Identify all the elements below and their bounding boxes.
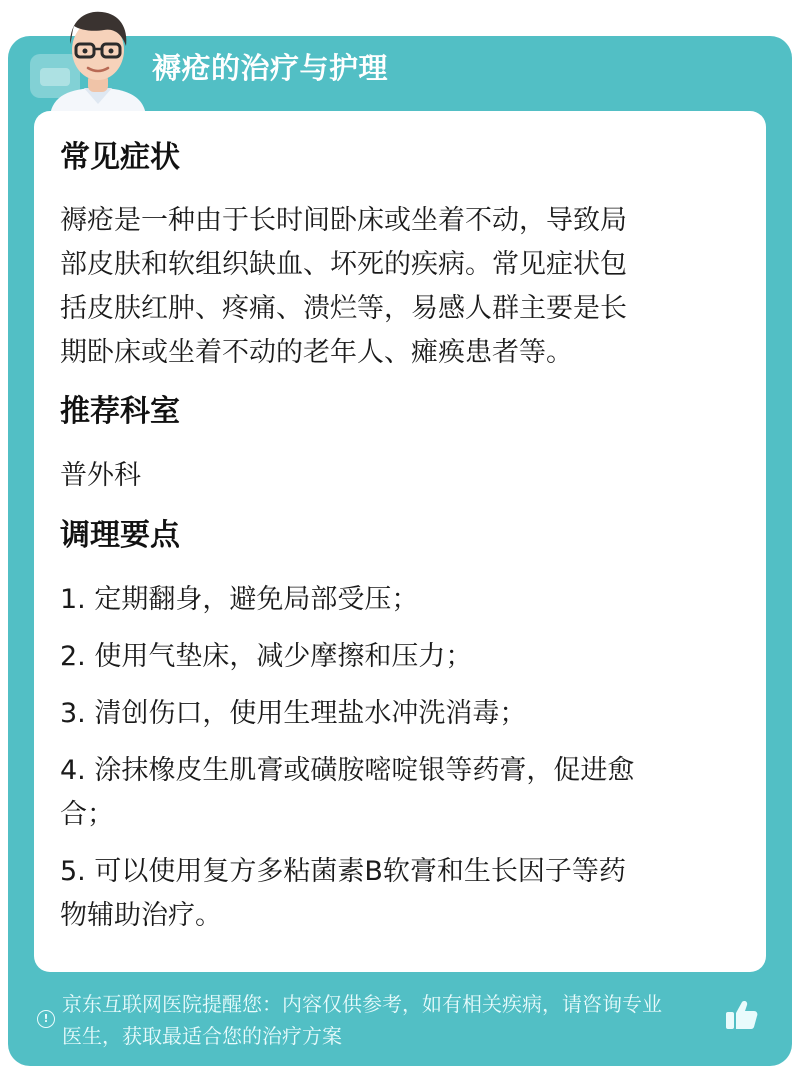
- care-item: [60, 635, 732, 679]
- department-value: 普外科: [60, 460, 141, 491]
- care-item-line: 物辅助治疗。: [60, 900, 222, 931]
- care-item-line: 合；: [60, 799, 114, 830]
- doctor-avatar: [44, 4, 152, 116]
- section-title-symptoms: 常见症状: [60, 140, 180, 175]
- care-item-line: 1. 定期翻身，避免局部受压；: [60, 584, 419, 615]
- content-card: [34, 111, 766, 972]
- care-item: [60, 692, 732, 736]
- symptoms-line: 部皮肤和软组织缺血、坏死的疾病。常见症状包: [60, 249, 627, 280]
- care-item-line: 3. 清创伤口，使用生理盐水冲洗消毒；: [60, 698, 527, 729]
- care-item-line: 2. 使用气垫床，减少摩擦和压力；: [60, 641, 473, 672]
- disclaimer: [62, 988, 728, 1052]
- symptoms-line: 期卧床或坐着不动的老年人、瘫痪患者等。: [60, 337, 573, 368]
- symptoms-line: 括皮肤红肿、疼痛、溃烂等，易感人群主要是长: [60, 293, 627, 324]
- disclaimer-line: 医生，获取最适合您的治疗方案: [62, 1024, 342, 1048]
- disclaimer-line: 京东互联网医院提醒您：内容仅供参考，如有相关疾病，请咨询专业: [62, 992, 662, 1016]
- page-title: 褥疮的治疗与护理: [152, 51, 389, 85]
- symptoms-paragraph: [60, 199, 732, 375]
- section-title-department: 推荐科室: [60, 394, 180, 429]
- thumbs-up-icon[interactable]: [722, 996, 760, 1034]
- care-item: [60, 749, 732, 837]
- info-circle-icon: !: [37, 1010, 55, 1028]
- section-title-care: 调理要点: [60, 518, 180, 553]
- care-item-line: 5. 可以使用复方多粘菌素B软膏和生长因子等药: [60, 856, 626, 887]
- care-item: [60, 850, 732, 938]
- care-item: [60, 578, 732, 622]
- symptoms-line: 褥疮是一种由于长时间卧床或坐着不动，导致局: [60, 205, 627, 236]
- care-item-line: 4. 涂抹橡皮生肌膏或磺胺嘧啶银等药膏，促进愈: [60, 755, 635, 786]
